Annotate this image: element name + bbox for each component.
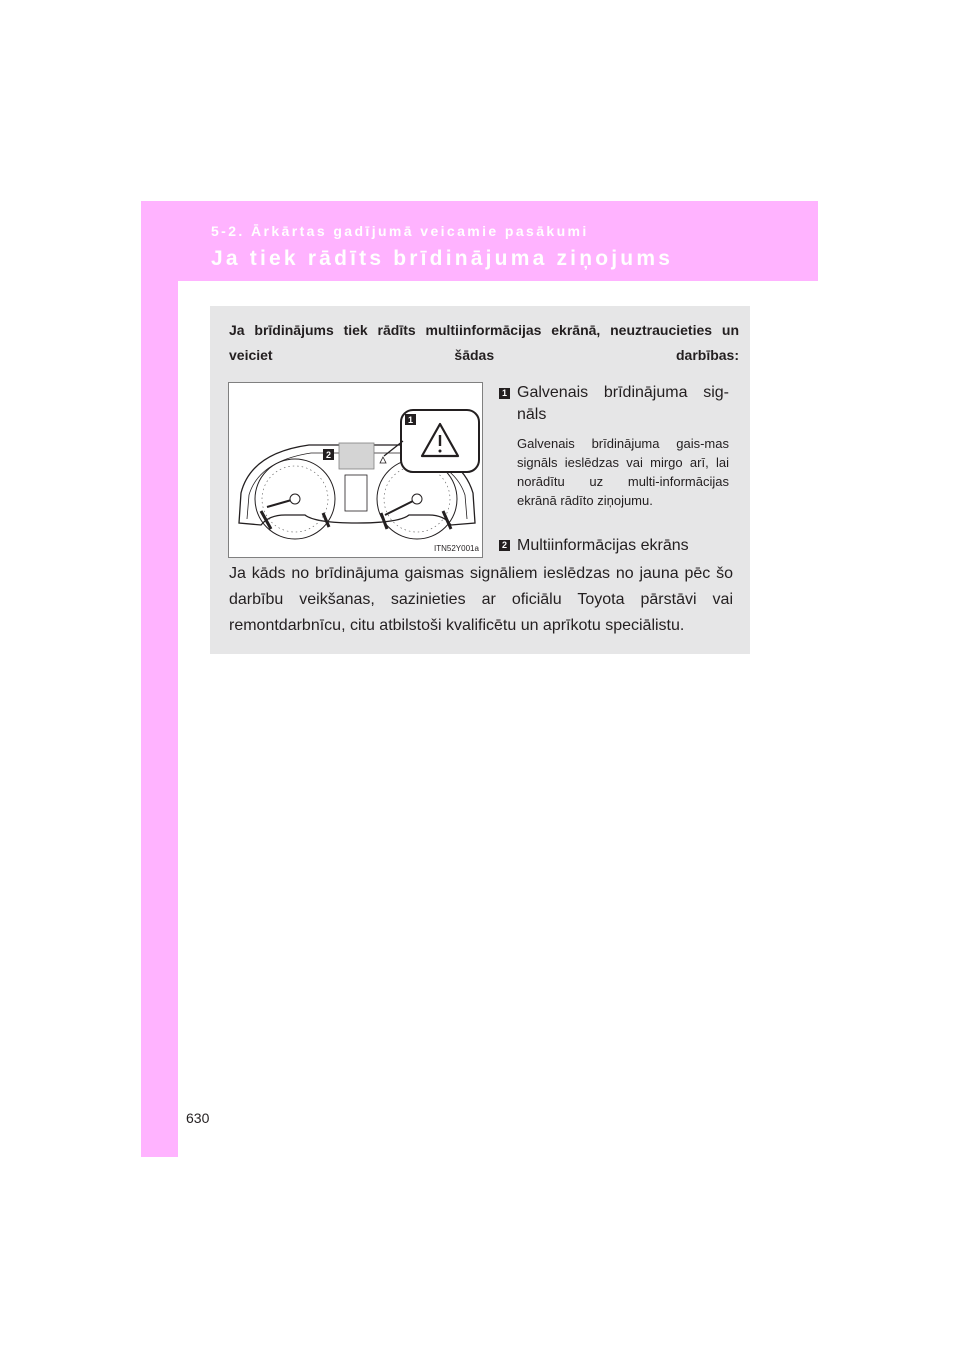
footer-paragraph: Ja kāds no brīdinājuma gaismas signāliem ieslēdzas no jauna pēc šo darbību veikšanas, sazinieties ar oficiālu Toyota pārstāvi vai remontdarbnīcu, citu atbilstoši kvalificētu un aprīkotu speciālistu. (229, 565, 733, 634)
intro-text: Ja brīdinājums tiek rādīts multiinformācijas ekrānā, neuztraucieties un veiciet šādas darbības: (229, 322, 739, 363)
instrument-cluster-illustration (229, 383, 484, 559)
item-title-master-warning: Galvenais brīdinājuma sig-nāls (517, 384, 729, 423)
sidebar-band (141, 201, 178, 1157)
item-number-2: 2 (499, 540, 510, 551)
callout-2-label: 2 (325, 450, 332, 460)
item-title-multi-display: Multiinformācijas ekrāns (517, 537, 689, 554)
item-description-master-warning: Galvenais brīdinājuma gais-mas signāls ieslēdzas vai mirgo arī, lai norādītu uz multi-informācijas ekrānā rādīto ziņojumu. (517, 436, 729, 508)
instrument-cluster-figure (228, 382, 483, 558)
section-header (141, 201, 818, 281)
chapter-title: 5-2. Ārkārtas gadījumā veicamie pasākumi (211, 223, 589, 239)
figure-code: ITN52Y001a (434, 544, 479, 553)
info-box (210, 306, 750, 654)
callout-1-label: 1 (407, 415, 414, 425)
page-title: Ja tiek rādīts brīdinājuma ziņojums (211, 247, 674, 270)
item-number-1: 1 (499, 388, 510, 399)
page-number: 630 (186, 1110, 210, 1126)
